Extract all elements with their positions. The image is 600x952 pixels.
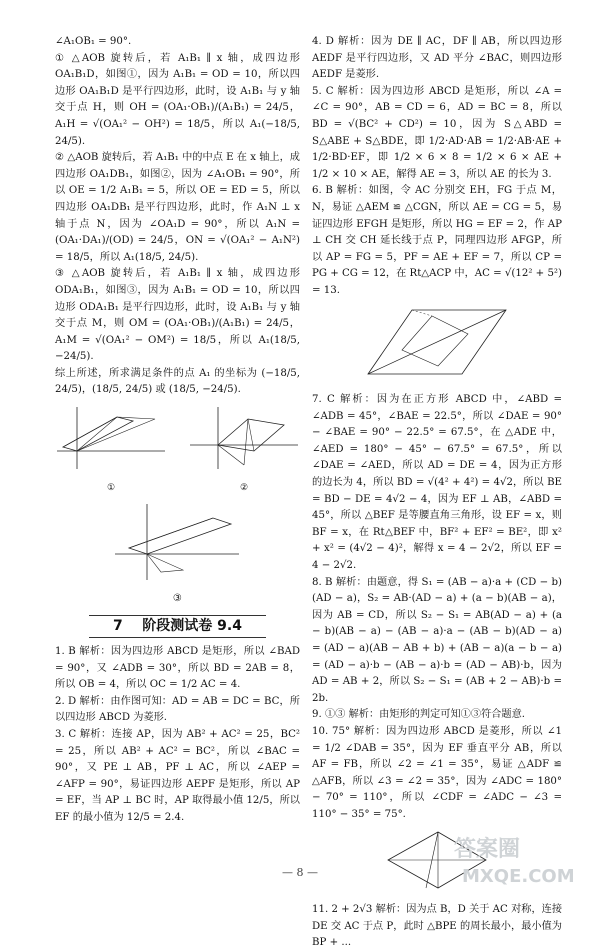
answer-9: 9. ①③ 解析：由矩形的判定可知①③符合题意. (312, 709, 525, 721)
answer-1: 1. B 解析：因为四边形 ABCD 是矩形，所以 ∠BAD = 90°，又 ∠ADB = 30°，所以 BD = 2AB = 8，所以 OB = 4，所以 OC = 1/2 AC = 4. (55, 646, 300, 691)
page-number: — 8 — (282, 866, 318, 879)
conclusion: 综上所述，所求满足条件的点 A₁ 的坐标为 (−18/5, 24/5)，(18/5, 24/5) 或 (18/5, −24/5). (55, 367, 300, 396)
figure-1-diagram (55, 403, 167, 473)
figure-3-diagram (113, 500, 243, 584)
answer-10: 10. 75° 解析：因为四边形 ABCD 是菱形，所以 ∠1 = 1/2 ∠DAB = 35°，因为 EF 垂直平分 AB，所以 AF = FB，所以 ∠2 = ∠1 = 35°，易证 △ADF ≌ △AFB，所以 ∠3 = ∠2 = 35°，因为 ∠ADC = 180° − 70° = 110°，所以 ∠CDF = ∠ADC − ∠3 = 110° − 35° = 75°. (312, 725, 562, 820)
watermark-logo (452, 828, 592, 888)
case-1: ① △AOB 旋转后，若 A₁B₁ ∥ x 轴，成四边形 OA₁B₁D，如图①，因为 A₁B₁ = OD = 10，所以四边形 OA₁B₁D 是平行四边形，此时，设 A₁B₁ 与 y 轴交于点 H，则 OH = (OA₁·OB₁)/(A₁B₁) = 24/5，A₁H = √(OA₁² − OH²) = 18/5，所以 A₁(−18/5, 24/5). (55, 52, 300, 147)
right-column (312, 34, 562, 952)
answer-5: 5. C 解析：因为四边形 ABCD 是矩形，所以 ∠A = ∠C = 90°，AB = CD = 6，AD = BC = 8，所以 BD = √(BC² + CD²) = 10，因为 S△ABD = S△ABE + S△BDE，即 1/2·AD·AB = 1/2·AB·AE + 1/2·BD·EF，即 1/2 × 6 × 8 = 1/2 × 6 × AE + 1/2 × 10 × AE，解得 AE = 3，所以 AE 的长为 3. (312, 85, 562, 180)
figure-2 (188, 403, 300, 496)
figure-2-label: ② (239, 482, 249, 493)
svg-text:MXQE.COM: MXQE.COM (462, 866, 575, 887)
answer-11: 11. 2 + 2√3 解析：因为点 B，D 关于 AC 对称，连接 DE 交 AC 于点 P，此时 △BPE 的周长最小，最小值为 BP + ... (312, 904, 563, 949)
left-column (55, 34, 300, 827)
text-line: ∠A₁OB₁ = 90°. (55, 36, 132, 47)
section-title: 阶段测试卷 9.4 (142, 618, 242, 635)
answer-8: 8. B 解析：由题意，得 S₁ = (AB − a)·a + (CD − b)(AD − a)，S₂ = AB·(AD − a) + (a − b)(AB − a)，因为 AB = CD，所以 S₂ − S₁ = AB(AD − a) + (a − b)(AB − a) − (AB − a)·a − (AB − b)(AD − a) = (AD − a)(AB − AB + b) + (AB − a)(a − b − a) = (AD − a)·b − (AB − a)·b = (AD − AB)·b，因为 AD = AB + 2，所以 S₂ − S₁ = (AB + 2 − AB)·b = 2b. (312, 576, 562, 704)
answer-2: 2. D 解析：由作图可知：AD = AB = DC = BC，所以四边形 ABCD 为菱形. (55, 695, 300, 724)
figure-q6 (312, 304, 562, 389)
answer-3: 3. C 解析：连接 AP，因为 AB² + AC² = 25，BC² = 25，所以 AB² + AC² = BC²，所以 ∠BAC = 90°，又 PE ⊥ AB，PF ⊥ AC，所以 ∠AEP = ∠AFP = 90°，易证四边形 AEPF 是矩形，所以 AP = EF，当 AP ⊥ BC 时，AP 取得最小值 12/5，所以 EF 的最小值为 12/5 = 2.4. (55, 729, 300, 823)
answer-7: 7. C 解析：因为在正方形 ABCD 中，∠ABD = ∠ADB = 45°，∠BAE = 22.5°，所以 ∠DAE = 90° − ∠BAE = 90° − 22.5° = 67.5°，在 △ADE 中，∠AED = 180° − 45° − 67.5° = 67.5°，所以 ∠DAE = ∠AED，所以 AD = DE = 4，因为正方形的边长为 4，所以 BD = √(4² + 4²) = 4√2，所以 BE = BD − DE = 4√2 − 4，因为 EF ⊥ AB，∠ABD = 45°，所以 △BEF 是等腰直角三角形，设 EF = x，则 BF = x，在 Rt△BEF 中，BF² + EF² = BE²，即 x² + x² = (4√2 − 4)²，解得 x = 4 − 2√2，所以 EF = 4 − 2√2. (312, 394, 562, 572)
section-heading (55, 615, 300, 638)
figure-2-diagram (188, 403, 300, 473)
figure-row-top (55, 403, 300, 496)
case-2: ② △AOB 旋转后，若 A₁B₁ 中的中点 E 在 x 轴上，成四边形 OA₁DB₁，如图②，因为 ∠A₁OB₁ = 90°，所以 OE = 1/2 A₁B₁ = 5，所以 OE = ED = 5，所以四边形 OA₁DB₁ 是平行四边形，此时，作 A₁N ⊥ x 轴于点 N，因为 ∠OA₁D = 90°，所以 A₁N = (OA₁·DA₁)/(OD) = 24/5，ON = √(OA₁² − A₁N²) = 18/5，所以 A₁(18/5, 24/5). (55, 152, 300, 263)
figure-q6-diagram (362, 304, 512, 382)
figure-1 (55, 403, 167, 496)
figure-3 (55, 500, 300, 607)
case-3: ③ △AOB 旋转后，若 A₁B₁ ∥ x 轴，成四边形 ODA₁B₁，如图③，因为 A₁B₁ = OD = 10，所以四边形 ODA₁B₁ 是平行四边形，此时，设 A₁B₁ 与 y 轴交于点 M，则 OM = (OA₁·OB₁)/(A₁B₁) = 24/5，A₁M = √(OA₁² − OM²) = 18/5，所以 A₁(18/5, −24/5). (55, 268, 300, 363)
section-number: 7 (113, 618, 123, 635)
svg-text:答案圈: 答案圈 (454, 837, 521, 862)
answer-6: 6. B 解析：如图，令 AC 分别交 EH，FG 于点 M，N，易证 △AEM ≌ △CGN，所以 AE = CG = 5，易证四边形 EFGH 是矩形，所以 HG = EF = 2，作 AP ⊥ CH 交 CH 延长线于点 P，同理四边形 AFGP，所以 AP = FG = 5，PF = AE + EF = 7，所以 CP = PG + CG = 12，在 Rt△ACP 中，AC = √(12² + 5²) = 13. (312, 185, 562, 296)
answer-4: 4. D 解析：因为 DE ∥ AC，DF ∥ AB，所以四边形 AEDF 是平行四边形，又 AD 平分 ∠BAC，则四边形 AEDF 是菱形. (312, 36, 562, 81)
figure-3-label: ③ (172, 592, 183, 604)
figure-1-label: ① (106, 482, 116, 493)
